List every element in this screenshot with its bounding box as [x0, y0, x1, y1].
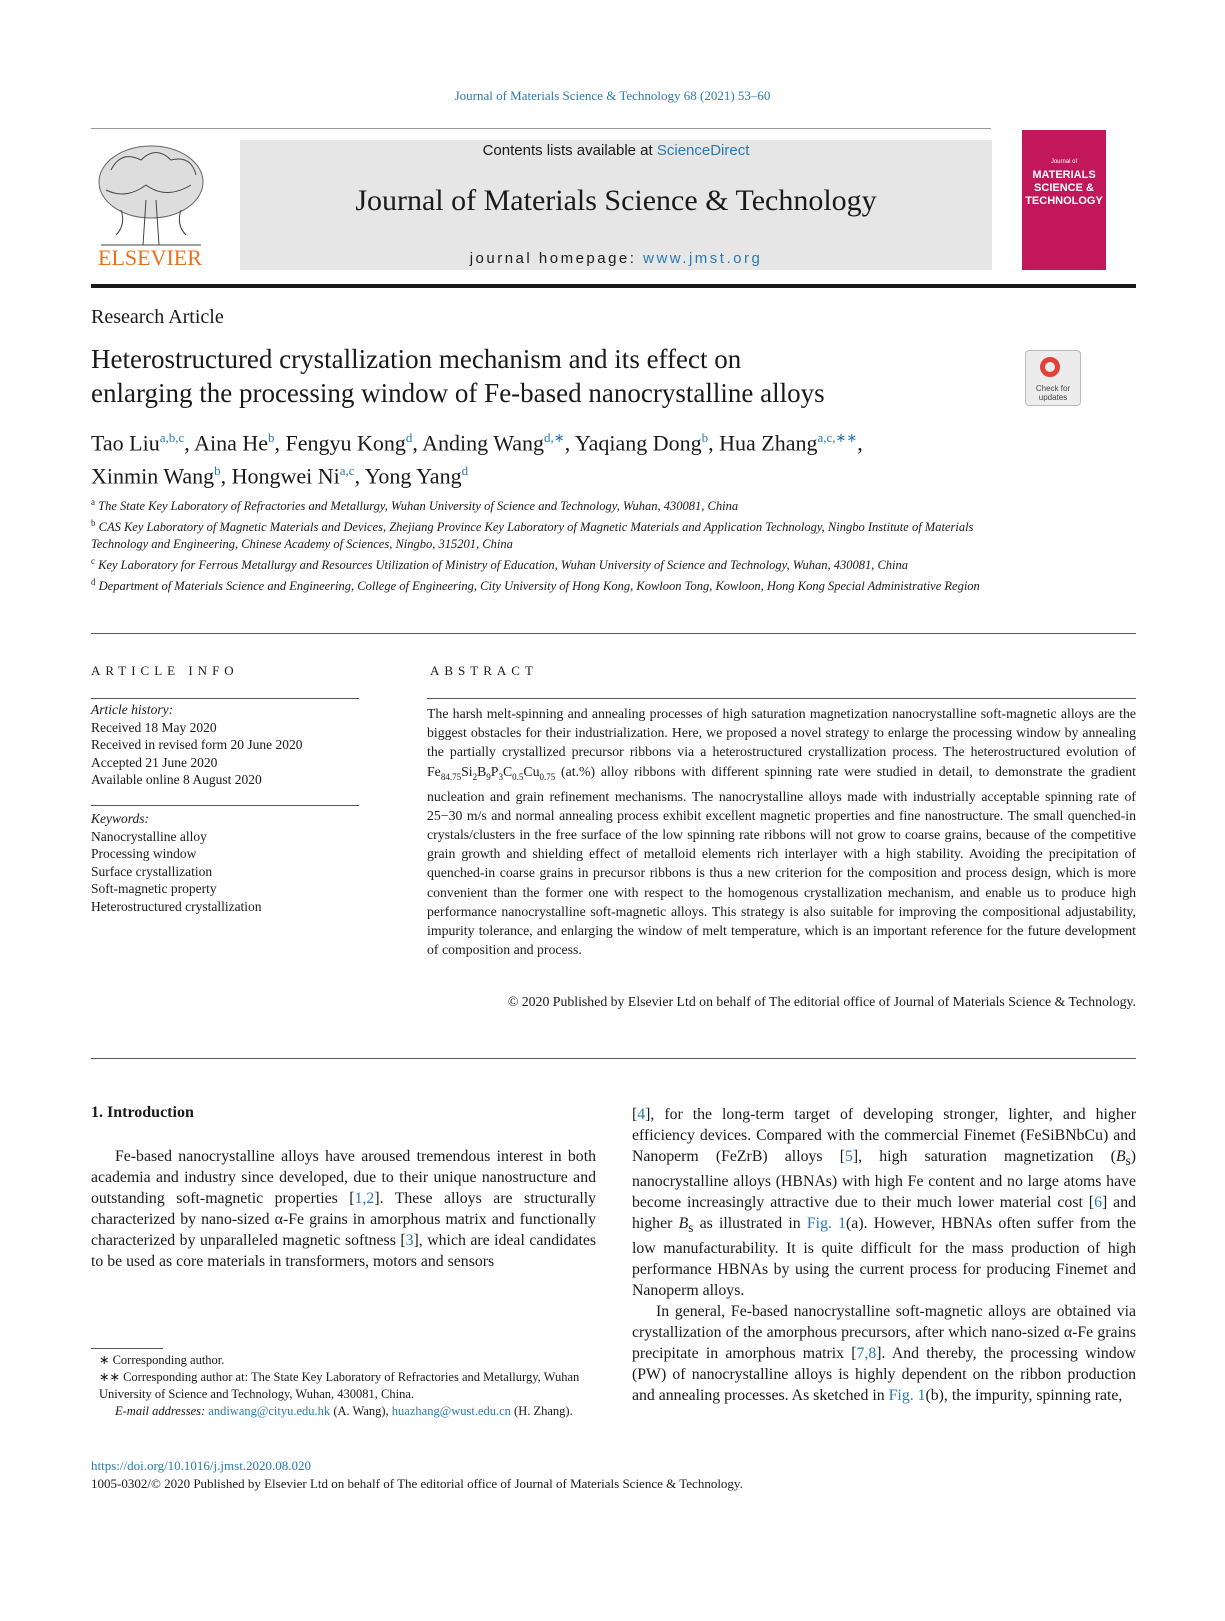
- divider: [91, 633, 1136, 634]
- email-link[interactable]: huazhang@wust.edu.cn: [391, 1404, 511, 1418]
- formula-sub: 0.75: [539, 771, 556, 782]
- author-affiliation-link[interactable]: b: [214, 463, 221, 479]
- history-item: Received 18 May 2020: [91, 719, 217, 735]
- formula-el: C: [502, 763, 513, 779]
- footnote: ∗ Corresponding author.: [99, 1353, 225, 1367]
- history-item: Available online 8 August 2020: [91, 772, 262, 787]
- journal-title: Journal of Materials Science & Technology: [355, 184, 877, 217]
- header-thick-rule: [91, 284, 1136, 288]
- keyword: Soft-magnetic property: [91, 881, 217, 896]
- contents-line: [240, 142, 992, 159]
- symbol-sub: s: [1125, 1153, 1131, 1169]
- citation-link[interactable]: 4: [637, 1106, 646, 1123]
- article-history: [91, 701, 359, 789]
- sciencedirect-link[interactable]: ScienceDirect: [656, 142, 750, 159]
- author-affiliation-link[interactable]: d: [461, 463, 469, 479]
- author-name: Anding Wang: [422, 430, 545, 456]
- affiliations: [91, 494, 1001, 596]
- divider: [91, 805, 359, 806]
- history-label: Article history:: [91, 702, 174, 717]
- text-run: Fe-based nanocrystalline alloys have aroused tremendous interest in both academia and industry since developed, due to their unique nanostructure and outstanding soft-magnetic properties [: [91, 1148, 596, 1207]
- text-run: as illustrated in: [693, 1215, 807, 1233]
- keyword: Heterostructured crystallization: [91, 898, 262, 914]
- intro-right-column: [632, 1104, 1136, 1406]
- citation-link[interactable]: 5: [844, 1148, 853, 1165]
- cover-title-text: MATERIALS SCIENCE & TECHNOLOGY: [1025, 169, 1103, 207]
- author-affiliation-link[interactable]: b: [267, 430, 275, 445]
- text-run: (b), the impurity, spinning rate,: [925, 1387, 1123, 1405]
- footnote-rule: [91, 1348, 163, 1349]
- divider: [91, 698, 359, 699]
- history-item: Accepted 21 June 2020: [91, 754, 218, 770]
- elsevier-tree-icon: [91, 140, 209, 270]
- abstract-text: [427, 704, 1136, 959]
- cover-small: Journal of: [1050, 159, 1078, 165]
- doi-link[interactable]: https://doi.org/10.1016/j.jmst.2020.08.020: [91, 1458, 312, 1473]
- footnote: ∗∗ Corresponding author at: The State Key Laboratory of Refractories and Metallurgy, Wuhan University of Science and Technology, Wuhan, 430081, China.: [99, 1370, 580, 1401]
- author-name: Tao Liu: [91, 430, 160, 456]
- text-run: ], for the long-term target of developing stronger, lighter, and higher efficiency devices. Compared with the commercial Finemet (FeSiBNbCu) and Nanoperm (FeZrB) alloys [: [632, 1106, 1136, 1165]
- affiliation-d-text: Department of Materials Science and Engineering, College of Engineering, City University of Hong Kong, Kowloon Tong, Kowloon, Hong Kong Special Administrative Region: [98, 579, 980, 594]
- formula-el: B: [477, 763, 487, 779]
- header-rule: [91, 128, 991, 129]
- author-name: Fengyu Kong: [285, 430, 406, 456]
- intro-paragraph: [91, 1146, 596, 1272]
- text-run: ] and higher: [632, 1194, 1136, 1233]
- title-line-1: Heterostructured crystallization mechanism and its effect on: [91, 344, 742, 374]
- email-owner: (H. Zhang).: [510, 1404, 573, 1418]
- text-run: ]. These alloys are structurally characterized by nano-sized α-Fe grains in amorphous matrix and functionally characterized by unparalleled magnetic softness [: [91, 1190, 596, 1249]
- footnotes: [91, 1352, 596, 1420]
- author-affiliation-link[interactable]: a,c,∗∗: [817, 430, 858, 445]
- text-run: ], which are ideal candidates to be used as core materials in transformers, motors and sensors: [91, 1232, 597, 1270]
- homepage-prefix: journal homepage:: [469, 250, 644, 267]
- symbol-sub: s: [688, 1220, 694, 1236]
- author-affiliation-link[interactable]: d: [405, 430, 413, 445]
- keywords-label: Keywords:: [91, 811, 149, 826]
- introduction-heading: 1. Introduction: [91, 1104, 194, 1121]
- text-run: ) nanocrystalline alloys (HBNAs) with high Fe content and no large atoms have become increasingly attractive due to their much lower material cost [: [632, 1148, 1136, 1212]
- article-type: Research Article: [91, 306, 224, 328]
- affiliation-a-text: The State Key Laboratory of Refractories and Metallurgy, Wuhan University of Science and Technology, Wuhan, 430081, China: [98, 499, 739, 514]
- formula-el: P: [490, 763, 499, 779]
- symbol: B: [1115, 1148, 1126, 1165]
- keyword: Processing window: [91, 846, 197, 861]
- author-affiliation-link[interactable]: d,∗: [544, 430, 565, 445]
- intro-paragraph: [632, 1301, 1136, 1406]
- affiliation-c-text: Key Laboratory for Ferrous Metallurgy and Resources Utilization of Ministry of Education, Wuhan University of Science and Technology, Wuhan, 430081, China: [98, 558, 909, 573]
- citation-link[interactable]: 3: [405, 1232, 414, 1249]
- text-run: (a). However, HBNAs often suffer from the low manufacturability. It is quite difficult for the mass production of high performance HBNAs by using the current process for producing Finemet and Nanoperm alloys.: [632, 1215, 1137, 1300]
- author-affiliation-link[interactable]: a,b,c: [159, 430, 185, 445]
- formula-el: Si: [461, 763, 473, 779]
- citation-link[interactable]: 7,8: [856, 1345, 877, 1363]
- divider: [427, 698, 1136, 699]
- email-link[interactable]: andiwang@cityu.edu.hk: [208, 1404, 331, 1418]
- elsevier-logo: [91, 140, 209, 270]
- text-run: In general, Fe-based nanocrystalline soft-magnetic alloys are obtained via crystallization of the amorphous precursors, after which nano-sized α-Fe grains precipitate in amorphous matrix [: [632, 1303, 1136, 1363]
- affiliation-b: $^b$ CAS Key Laboratory of Magnetic Materials and Devices, Zhejiang Province Key Laboratory of Magnetic Materials and Application Technology, Ningbo Institute of Materials Technology and Engineering, Chinese Academy of Sciences, Ningbo, 315201, China: [91, 518, 974, 552]
- keywords: [91, 810, 359, 915]
- affiliation-a: $^a$ The State Key Laboratory of Refractories and Metallurgy, Wuhan University of Science and Technology, Wuhan, 430081, China: [91, 497, 739, 514]
- formula-sub: 9: [486, 771, 491, 782]
- author-affiliation-link[interactable]: b: [701, 430, 709, 445]
- text-run: [: [632, 1106, 638, 1123]
- check-badge-label: Check for updates: [1035, 384, 1071, 402]
- footnote-emails: [91, 1403, 596, 1420]
- contents-prefix: Contents lists available at: [482, 142, 657, 159]
- affiliation-c: $^c$ Key Laboratory for Ferrous Metallurgy and Resources Utilization of Ministry of Education, Wuhan University of Science and Technology, Wuhan, 430081, China: [91, 556, 909, 573]
- issn-copyright: 1005-0302/© 2020 Published by Elsevier Ltd on behalf of The editorial office of Journal of Materials Science & Technology.: [91, 1476, 743, 1491]
- intro-left-column: [91, 1146, 596, 1272]
- symbol: B: [678, 1215, 689, 1233]
- abstract-part: The harsh melt-spinning and annealing processes of high saturation magnetization nanocrystalline soft-magnetic alloys are the biggest obstacles for their industrialization. Here, we proposed a novel strategy to enlarge the processing window by annealing the partially crystallized precursor ribbons via a heterostructured crystallization process. The heterostructured evolution of Fe: [427, 706, 1136, 779]
- abstract-copyright: © 2020 Published by Elsevier Ltd on behalf of The editorial office of Journal of Materials Science & Technology.: [507, 994, 1136, 1009]
- abstract-heading: ABSTRACT: [430, 663, 538, 678]
- keyword: Surface crystallization: [91, 863, 213, 879]
- formula-el: Cu: [523, 763, 540, 779]
- keyword: Nanocrystalline alloy: [91, 828, 207, 844]
- figure-link[interactable]: Fig. 1: [888, 1387, 926, 1405]
- author-list: Tao Liu$^{a,b,c}$, Aina He$^b$, Fengyu Kong$^d$, Anding Wang$^{d,∗}$, Yaqiang Dong$^b$, Hua Zhang$^{a,c,∗∗}$, Xinmin Wang$^b$, Hongwei Ni$^{a,c}$, Yong Yang$^d$: [91, 430, 863, 489]
- formula-sub: 2: [472, 771, 478, 782]
- author-name: Aina He: [194, 430, 268, 456]
- bookmark-icon: [1040, 357, 1060, 377]
- history-item: Received in revised form 20 June 2020: [91, 737, 303, 752]
- title-line-2: enlarging the processing window of Fe-based nanocrystalline alloys: [91, 378, 825, 408]
- affiliation-b-text: CAS Key Laboratory of Magnetic Materials and Devices, Zhejiang Province Key Laboratory of Magnetic Materials and Application Technology, Ningbo Institute of Materials Technology and Engineering, Chinese Academy of Sciences, Ningbo, 315201, China: [91, 520, 974, 552]
- author-affiliation-link[interactable]: a,c: [339, 463, 355, 479]
- author-name: Xinmin Wang: [91, 463, 215, 489]
- affiliation-d: $^d$ Department of Materials Science and Engineering, College of Engineering, City University of Hong Kong, Kowloon Tong, Kowloon, Hong Kong Special Administrative Region: [91, 577, 980, 594]
- formula-sub: 3: [498, 771, 503, 782]
- formula-sub: 0.5: [512, 771, 524, 782]
- email-label: E-mail addresses:: [115, 1404, 209, 1418]
- author-name: Hua Zhang: [719, 430, 818, 456]
- article-title: [91, 342, 971, 410]
- citation-link[interactable]: 6: [1094, 1194, 1102, 1212]
- author-name: Hongwei Ni: [231, 463, 340, 489]
- author-name: Yaqiang Dong: [574, 430, 702, 456]
- citation-link[interactable]: 1,2: [354, 1190, 375, 1207]
- check-for-updates-button[interactable]: [1025, 350, 1081, 406]
- author-name: Yong Yang: [364, 463, 462, 489]
- divider: [91, 1058, 1136, 1059]
- svg-text:ELSEVIER: ELSEVIER: [98, 245, 202, 270]
- formula-sub: 84.75: [440, 771, 462, 782]
- article-info-heading: ARTICLE INFO: [91, 663, 239, 678]
- homepage-line: [240, 250, 992, 267]
- cover-title: [1022, 156, 1106, 208]
- text-run: ]. And thereby, the processing window (PW) of nanocrystalline alloys is highly dependent on the ribbon production and annealing processes. As sketched in: [632, 1345, 1136, 1405]
- figure-link[interactable]: Fig. 1: [806, 1215, 847, 1233]
- journal-reference[interactable]: Journal of Materials Science & Technology 68 (2021) 53–60: [454, 88, 771, 103]
- homepage-link[interactable]: www.jmst.org: [643, 250, 763, 267]
- intro-paragraph: [632, 1104, 1136, 1301]
- journal-cover: [1022, 130, 1106, 270]
- abstract-part: (at.%) alloy ribbons with different spinning rate were studied in detail, to demonstrate the gradient nucleation and grain refinement mechanisms. The nanocrystalline alloys made with industrially acceptable spinning rate of 25−30 m/s and normal annealing process exhibit excellent magnetic properties and fine nanostructure. The small quenched-in crystals/clusters in the free surface of the low spinning rate ribbons will not grow to coarse grains, because of the competitive grain growth and shielding effect of metalloid elements rich interlayer with a high stability. Avoiding the precipitation of quenched-in coarse grains in precursor ribbons is thus a new criterion for the composition and process design, which is more convenient than the former one with respect to the homogenous crystallization mechanism, and enable us to produce high performance nanocrystalline soft-magnetic alloys. This strategy is also suitable for improving the compositional adjustability, impurity tolerance, and enlarging the window of melt temperature, which is an important reference for the future development of composition and process.: [427, 763, 1136, 958]
- email-owner: (A. Wang),: [330, 1404, 392, 1418]
- text-run: ], high saturation magnetization (: [852, 1148, 1116, 1165]
- journal-banner: [240, 140, 992, 270]
